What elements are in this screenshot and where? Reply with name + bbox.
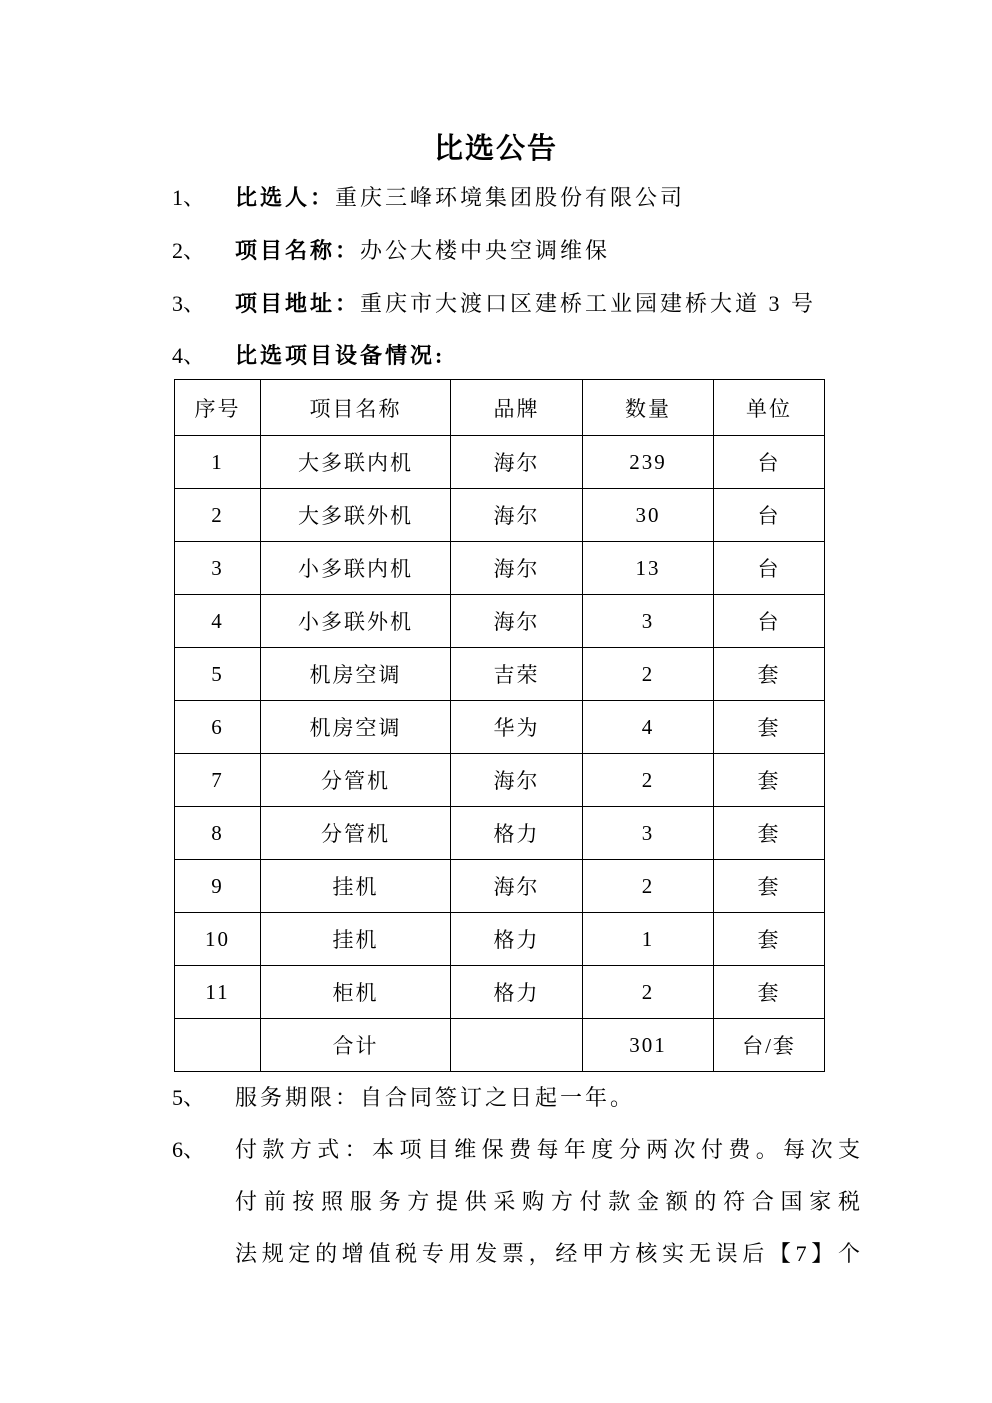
table-cell: 海尔 [451,489,583,542]
table-cell: 9 [175,860,261,913]
table-row [175,1019,825,1072]
table-cell: 吉荣 [451,648,583,701]
table-cell: 台 [714,436,825,489]
table-cell: 3 [583,595,714,648]
header-cell-quantity: 数量 [583,380,714,436]
table-cell: 分管机 [261,754,451,807]
table-cell: 台 [714,595,825,648]
table-cell: 合计 [261,1019,451,1072]
item-2-number: 2、 [172,238,206,263]
list-item-2 [172,237,610,265]
table-cell: 机房空调 [261,701,451,754]
item-3-content: 重庆市大渡口区建桥工业园建桥大道 3 号 [360,291,817,316]
table-cell: 分管机 [261,807,451,860]
table-cell: 套 [714,860,825,913]
table-cell: 台 [714,542,825,595]
list-item-5 [172,1084,635,1112]
table-row [175,648,825,701]
table-cell: 30 [583,489,714,542]
list-item-1 [172,184,685,212]
item-2-label: 项目名称： [235,238,361,263]
table-row [175,966,825,1019]
table-cell: 301 [583,1019,714,1072]
table-cell: 2 [583,860,714,913]
table-cell: 海尔 [451,860,583,913]
table-row [175,860,825,913]
table-cell: 5 [175,648,261,701]
header-cell-name: 项目名称 [261,380,451,436]
table-cell: 大多联内机 [261,436,451,489]
table-row [175,807,825,860]
table-row [175,701,825,754]
table-cell: 套 [714,913,825,966]
table-row [175,542,825,595]
table-cell: 3 [583,807,714,860]
item-1-label: 比选人： [235,185,336,210]
table-cell: 格力 [451,966,583,1019]
equipment-table-body [175,436,825,1072]
table-cell: 海尔 [451,754,583,807]
table-cell: 套 [714,966,825,1019]
header-cell-index: 序号 [175,380,261,436]
item-4-label: 比选项目设备情况: [235,343,446,368]
item-5-number: 5、 [172,1085,206,1110]
table-header-row [175,380,825,436]
table-cell: 挂机 [261,860,451,913]
table-cell: 华为 [451,701,583,754]
item-5-content: 自合同签订之日起一年。 [360,1085,636,1110]
list-item-3 [172,290,816,318]
table-row [175,913,825,966]
table-cell [175,1019,261,1072]
header-cell-brand: 品牌 [451,380,583,436]
table-row [175,595,825,648]
table-cell: 套 [714,701,825,754]
table-cell: 机房空调 [261,648,451,701]
table-cell: 2 [175,489,261,542]
table-cell: 台/套 [714,1019,825,1072]
equipment-table [174,379,825,1072]
table-cell: 3 [175,542,261,595]
table-cell: 7 [175,754,261,807]
list-item-4 [172,342,445,370]
table-cell: 海尔 [451,436,583,489]
item-5-label: 服务期限： [235,1085,361,1110]
table-row [175,489,825,542]
table-row [175,436,825,489]
table-cell: 台 [714,489,825,542]
table-row [175,754,825,807]
table-cell [451,1019,583,1072]
item-3-label: 项目地址： [235,291,361,316]
table-cell: 格力 [451,913,583,966]
item-6-line-2: 付前按照服务方提供采购方付款金额的符合国家税 [235,1189,860,1214]
item-6-line-3: 法规定的增值税专用发票，经甲方核实无误后【7】个 [235,1241,860,1266]
item-1-content: 重庆三峰环境集团股份有限公司 [335,185,686,210]
item-2-content: 办公大楼中央空调维保 [360,238,611,263]
table-cell: 格力 [451,807,583,860]
table-cell: 13 [583,542,714,595]
header-cell-unit: 单位 [714,380,825,436]
item-6-number: 6、 [172,1137,206,1162]
table-cell: 1 [175,436,261,489]
table-cell: 套 [714,754,825,807]
table-cell: 小多联内机 [261,542,451,595]
document-title: 比选公告 [433,133,558,165]
table-cell: 套 [714,648,825,701]
table-cell: 10 [175,913,261,966]
table-cell: 小多联外机 [261,595,451,648]
item-3-number: 3、 [172,291,206,316]
table-cell: 挂机 [261,913,451,966]
table-cell: 套 [714,807,825,860]
table-cell: 4 [175,595,261,648]
table-cell: 海尔 [451,542,583,595]
table-cell: 海尔 [451,595,583,648]
table-cell: 6 [175,701,261,754]
table-cell: 8 [175,807,261,860]
table-cell: 大多联外机 [261,489,451,542]
table-cell: 柜机 [261,966,451,1019]
item-6-line-1: 付款方式：本项目维保费每年度分两次付费。每次支 [235,1137,860,1162]
item-1-number: 1、 [172,185,206,210]
item-4-number: 4、 [172,343,206,368]
table-cell: 2 [583,966,714,1019]
table-cell: 1 [583,913,714,966]
table-cell: 11 [175,966,261,1019]
table-cell: 4 [583,701,714,754]
table-cell: 239 [583,436,714,489]
table-cell: 2 [583,754,714,807]
table-cell: 2 [583,648,714,701]
